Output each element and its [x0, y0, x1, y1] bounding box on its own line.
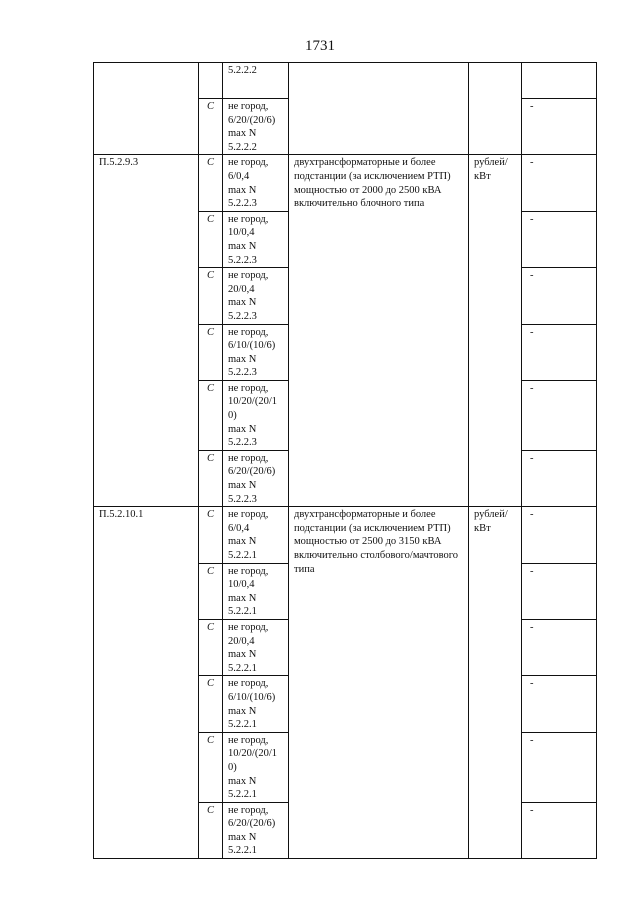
category-cell: С	[199, 732, 223, 802]
description-cell	[289, 63, 469, 155]
table-row	[94, 507, 597, 563]
value-cell: -	[522, 268, 597, 324]
unit-cell: рублей/ кВт	[469, 507, 522, 859]
description-cell: двухтрансформаторные и более подстанции (за исключением РТП) мощностью от 2000 до 2500 кВА включительно блочного типа	[289, 155, 469, 507]
category-cell: С	[199, 563, 223, 619]
condition-cell: не город, 6/0,4 max N 5.2.2.3	[223, 155, 289, 211]
description-cell: двухтрансформаторные и более подстанции (за исключением РТП) мощностью от 2500 до 3150 кВА включительно столбового/мачтового типа	[289, 507, 469, 859]
value-cell: -	[522, 563, 597, 619]
condition-cell: не город, 6/10/(10/6) max N 5.2.2.3	[223, 324, 289, 380]
value-cell: -	[522, 619, 597, 675]
tariff-table	[93, 62, 597, 859]
category-cell: С	[199, 507, 223, 563]
condition-cell: не город, 20/0,4 max N 5.2.2.3	[223, 268, 289, 324]
value-cell: -	[522, 507, 597, 563]
condition-cell: не город, 20/0,4 max N 5.2.2.1	[223, 619, 289, 675]
condition-cell: не город, 6/0,4 max N 5.2.2.1	[223, 507, 289, 563]
category-cell: С	[199, 324, 223, 380]
condition-cell: не город, 10/20/(20/1 0) max N 5.2.2.3	[223, 380, 289, 450]
category-cell: С	[199, 676, 223, 732]
condition-cell: не город, 10/0,4 max N 5.2.2.1	[223, 563, 289, 619]
category-cell: С	[199, 268, 223, 324]
value-cell: -	[522, 380, 597, 450]
condition-cell: не город, 6/20/(20/6) max N 5.2.2.3	[223, 450, 289, 506]
item-code-cell: П.5.2.10.1	[94, 507, 199, 859]
value-cell: -	[522, 324, 597, 380]
value-cell: -	[522, 802, 597, 858]
table-row	[94, 155, 597, 211]
condition-cell: 5.2.2.2	[223, 63, 289, 99]
table-body	[94, 63, 597, 859]
category-cell: С	[199, 619, 223, 675]
value-cell: -	[522, 450, 597, 506]
page-number: 1731	[305, 38, 335, 54]
category-cell: С	[199, 380, 223, 450]
value-cell: -	[522, 732, 597, 802]
item-code-cell: П.5.2.9.3	[94, 155, 199, 507]
value-cell: -	[522, 155, 597, 211]
value-cell: -	[522, 676, 597, 732]
condition-cell: не город, 6/20/(20/6) max N 5.2.2.1	[223, 802, 289, 858]
value-cell: -	[522, 99, 597, 155]
category-cell: С	[199, 99, 223, 155]
category-cell: С	[199, 211, 223, 267]
value-cell	[522, 63, 597, 99]
category-cell: С	[199, 802, 223, 858]
unit-cell: рублей/ кВт	[469, 155, 522, 507]
table-row	[94, 63, 597, 99]
unit-cell	[469, 63, 522, 155]
value-cell: -	[522, 211, 597, 267]
condition-cell: не город, 6/20/(20/6) max N 5.2.2.2	[223, 99, 289, 155]
condition-cell: не город, 10/0,4 max N 5.2.2.3	[223, 211, 289, 267]
category-cell: С	[199, 155, 223, 211]
item-code-cell	[94, 63, 199, 155]
condition-cell: не город, 10/20/(20/1 0) max N 5.2.2.1	[223, 732, 289, 802]
category-cell	[199, 63, 223, 99]
category-cell: С	[199, 450, 223, 506]
condition-cell: не город, 6/10/(10/6) max N 5.2.2.1	[223, 676, 289, 732]
